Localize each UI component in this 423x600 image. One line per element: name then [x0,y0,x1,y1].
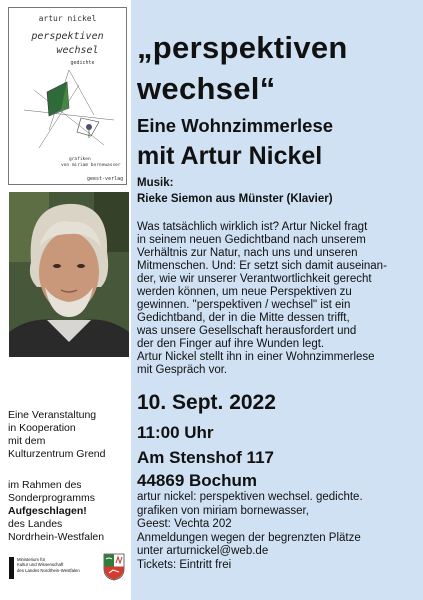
cover-artwork [19,70,119,152]
info-line: grafiken von miriam bornewasser, [137,504,309,517]
description-line: Mitmenschen. Und: Er setzt sich damit auseinan- [137,260,387,272]
event-description [137,221,419,377]
coop-line: mit dem [8,435,46,447]
nrw-crest-icon [103,553,125,581]
description-line: der den Finger auf ihre Wunden legt. [137,338,325,350]
program-name [8,505,130,518]
ministry-line: Ministerium für [17,557,46,562]
description-line: Gedichtband, der in die Mitte dessen trifft, [137,312,350,324]
description-line: was unsere Gesellschaft herausfordert und [137,325,357,337]
coop-line: in Kooperation [8,422,76,434]
coop-line: Eine Veranstaltung [8,409,97,421]
ministry-line: des Landes Nordrhein-Westfalen [17,567,80,573]
coop-line: Kulturzentrum Grend [8,448,106,460]
info-line: Anmeldungen wegen der begrenzten Plätze [137,531,361,544]
program-line: Nordrhein-Westfalen [8,531,105,543]
program-line: des Landes [8,518,63,530]
cover-publisher: geest-verlag [87,176,124,182]
description-line: gewinnen. "perspektiven / wechsel" ist ein [137,299,351,311]
info-line: Geest: Vechta 202 [137,518,232,530]
info-line: Tickets: Eintritt frei [137,558,232,571]
cover-subtitle: gedichte [70,60,95,66]
music-performer: Rieke Siemon aus Münster (Klavier) [137,193,333,205]
description-line: Was tatsächlich wirklich ist? Artur Nickel fragt [137,221,368,233]
title-line: „perspektiven [137,30,348,65]
program-name-bold: Aufgeschlagen! [8,505,87,517]
event-time: 11:00 Uhr [137,423,214,442]
info-line: artur nickel: perspektiven wechsel. gedichte. [137,491,363,503]
event-info [137,491,419,572]
author-portrait [9,192,129,357]
description-line: Verhältnis zur Natur, nach uns und unseren [137,247,358,259]
event-author: mit Artur Nickel [137,142,323,170]
program-line: im Rahmen des [8,479,82,491]
description-line: Artur Nickel stellt ihn in einer Wohnzimmerlese [137,351,375,363]
event-subtitle: Eine Wohnzimmerlese [137,115,334,136]
cover-title-line1: perspektiven [31,31,104,42]
music-label: Musik: [137,177,174,189]
event-city: 44869 Bochum [137,471,257,490]
event-title [137,27,348,109]
event-date: 10. Sept. 2022 [137,391,276,414]
description-line: werden können, um neue Perspektiven zu [137,286,352,298]
cover-credit-line1: grafiken [69,157,91,162]
ministry-name [17,557,101,573]
ministry-line: Kultur und Wissenschaft [17,562,64,568]
book-cover [8,7,127,185]
program-note [8,479,130,544]
portrait-image [9,192,129,357]
cover-credit-line2: von miriam bornewasser [61,163,121,168]
cover-author: artur nickel [38,14,97,23]
ministry-logo-bar [9,557,14,579]
description-line: der, wie wir unserer Verantwortlichkeit gerecht [137,273,372,285]
program-line: Sonderprogramms [8,492,95,504]
event-street: Am Stenshof 117 [137,448,274,467]
description-line: mit Gespräch vor. [137,364,228,376]
title-line: wechsel“ [137,71,276,106]
description-line: in seinem neuen Gedichtband nach unserem [137,234,366,246]
cooperation-note [8,409,130,461]
cover-title-line2: wechsel [56,45,99,56]
info-line: unter arturnickel@web.de [137,545,269,557]
